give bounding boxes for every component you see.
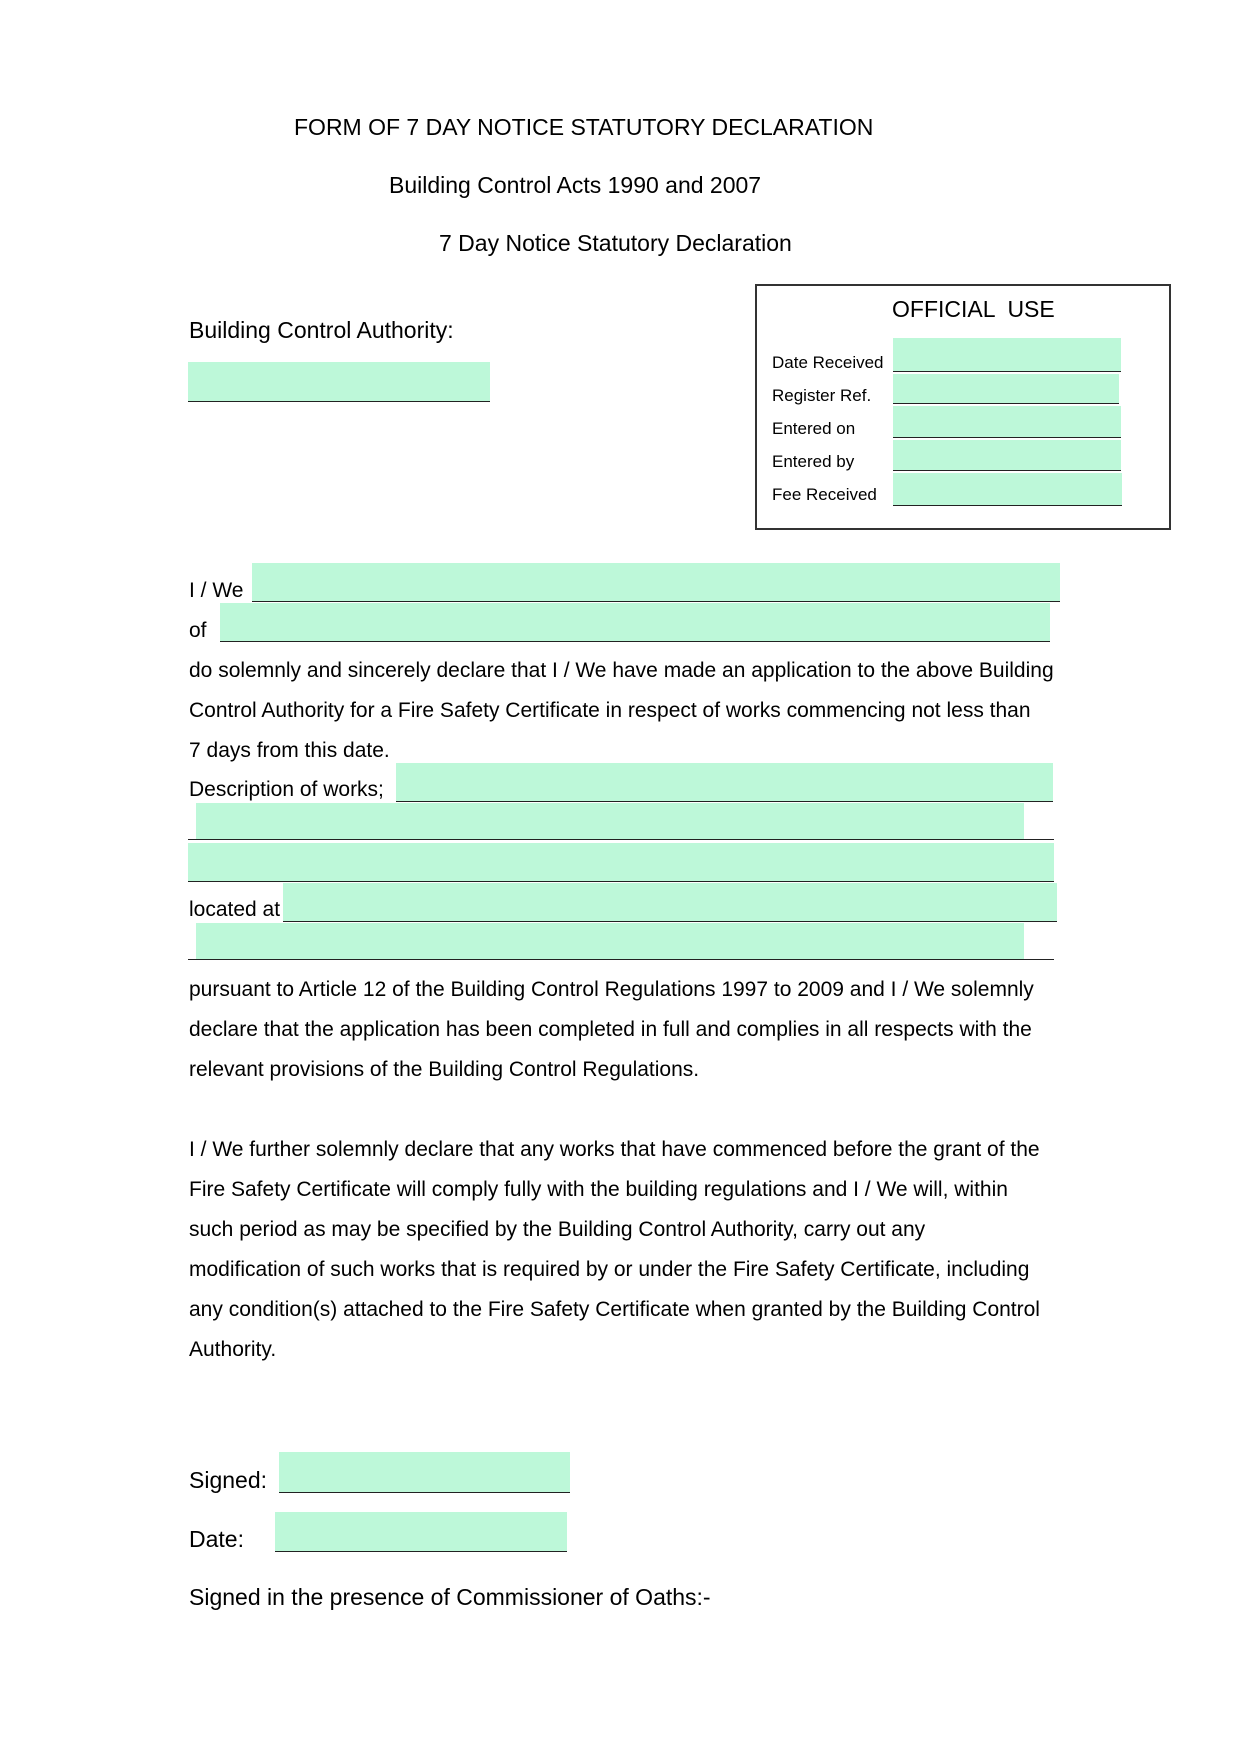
further-text-line-3: such period as may be specified by the Building Control Authority, carry out any	[189, 1218, 926, 1241]
location-input-1[interactable]	[283, 883, 1057, 921]
register-ref-input[interactable]	[893, 374, 1119, 403]
article-text-line-1: pursuant to Article 12 of the Building Control Regulations 1997 to 2009 and I / We solemnly	[189, 978, 1034, 1001]
date-received-input[interactable]	[893, 338, 1121, 371]
location-field-1[interactable]	[283, 883, 1057, 922]
address-field[interactable]	[220, 603, 1050, 642]
entered-on-field[interactable]	[893, 406, 1121, 438]
description-input-1[interactable]	[396, 763, 1053, 801]
official-use-title: OFFICIAL USE	[892, 296, 1055, 322]
date-label: Date:	[189, 1526, 244, 1552]
fee-received-input[interactable]	[893, 473, 1122, 505]
further-text-line-2: Fire Safety Certificate will comply fully with the building regulations and I / We will, within	[189, 1178, 1008, 1201]
i-we-field[interactable]	[252, 563, 1060, 602]
location-rule-2	[188, 959, 1054, 960]
date-field[interactable]	[275, 1512, 567, 1552]
location-input-2[interactable]	[196, 923, 1024, 959]
official-label-date-received: Date Received	[772, 353, 884, 372]
declaration-text-line-2: Control Authority for a Fire Safety Certificate in respect of works commencing not less than	[189, 699, 1031, 722]
of-label: of	[189, 619, 207, 642]
article-text-line-2: declare that the application has been completed in full and complies in all respects with the	[189, 1018, 1032, 1041]
description-field-3[interactable]	[188, 843, 1054, 882]
signature-field[interactable]	[279, 1452, 570, 1493]
description-input-2[interactable]	[196, 803, 1024, 839]
register-ref-field[interactable]	[893, 374, 1119, 404]
date-input[interactable]	[275, 1512, 567, 1551]
location-field-2[interactable]	[196, 923, 1024, 959]
further-text-line-5: any condition(s) attached to the Fire Safety Certificate when granted by the Building Control	[189, 1298, 1040, 1321]
commissioner-text: Signed in the presence of Commissioner of Oaths:-	[189, 1584, 711, 1610]
further-text-line-4: modification of such works that is required by or under the Fire Safety Certificate, including	[189, 1258, 1030, 1281]
entered-by-field[interactable]	[893, 440, 1121, 471]
address-input[interactable]	[220, 603, 1050, 641]
official-label-entered-on: Entered on	[772, 419, 856, 438]
date-received-field[interactable]	[893, 338, 1121, 372]
form-subtitle: Building Control Acts 1990 and 2007	[389, 172, 762, 198]
official-label-fee-received: Fee Received	[772, 485, 877, 504]
description-input-3[interactable]	[188, 843, 1054, 881]
further-text-line-1: I / We further solemnly declare that any works that have commenced before the grant of the	[189, 1138, 1040, 1161]
official-use-box	[755, 284, 1171, 530]
description-field-2[interactable]	[196, 803, 1024, 839]
i-we-label: I / We	[189, 579, 244, 602]
declaration-text-line-1: do solemnly and sincerely declare that I / We have made an application to the above Building	[189, 659, 1054, 682]
located-label: located at	[189, 898, 281, 921]
description-field-1[interactable]	[396, 763, 1053, 802]
authority-input[interactable]	[188, 362, 490, 401]
i-we-input[interactable]	[252, 563, 1060, 601]
further-text-line-6: Authority.	[189, 1338, 277, 1361]
fee-received-field[interactable]	[893, 473, 1122, 506]
description-rule-2	[188, 839, 1054, 840]
form-name: 7 Day Notice Statutory Declaration	[439, 230, 792, 256]
entered-on-input[interactable]	[893, 406, 1121, 437]
authority-field[interactable]	[188, 362, 490, 402]
description-label: Description of works;	[189, 778, 384, 801]
declaration-text-line-3: 7 days from this date.	[189, 739, 390, 762]
official-label-register-ref: Register Ref.	[772, 386, 872, 405]
signed-label: Signed:	[189, 1467, 268, 1493]
form-title: FORM OF 7 DAY NOTICE STATUTORY DECLARATION	[294, 114, 874, 140]
authority-label: Building Control Authority:	[189, 317, 454, 343]
signature-input[interactable]	[279, 1452, 570, 1492]
entered-by-input[interactable]	[893, 440, 1121, 470]
article-text-line-3: relevant provisions of the Building Control Regulations.	[189, 1058, 700, 1081]
official-label-entered-by: Entered by	[772, 452, 855, 471]
